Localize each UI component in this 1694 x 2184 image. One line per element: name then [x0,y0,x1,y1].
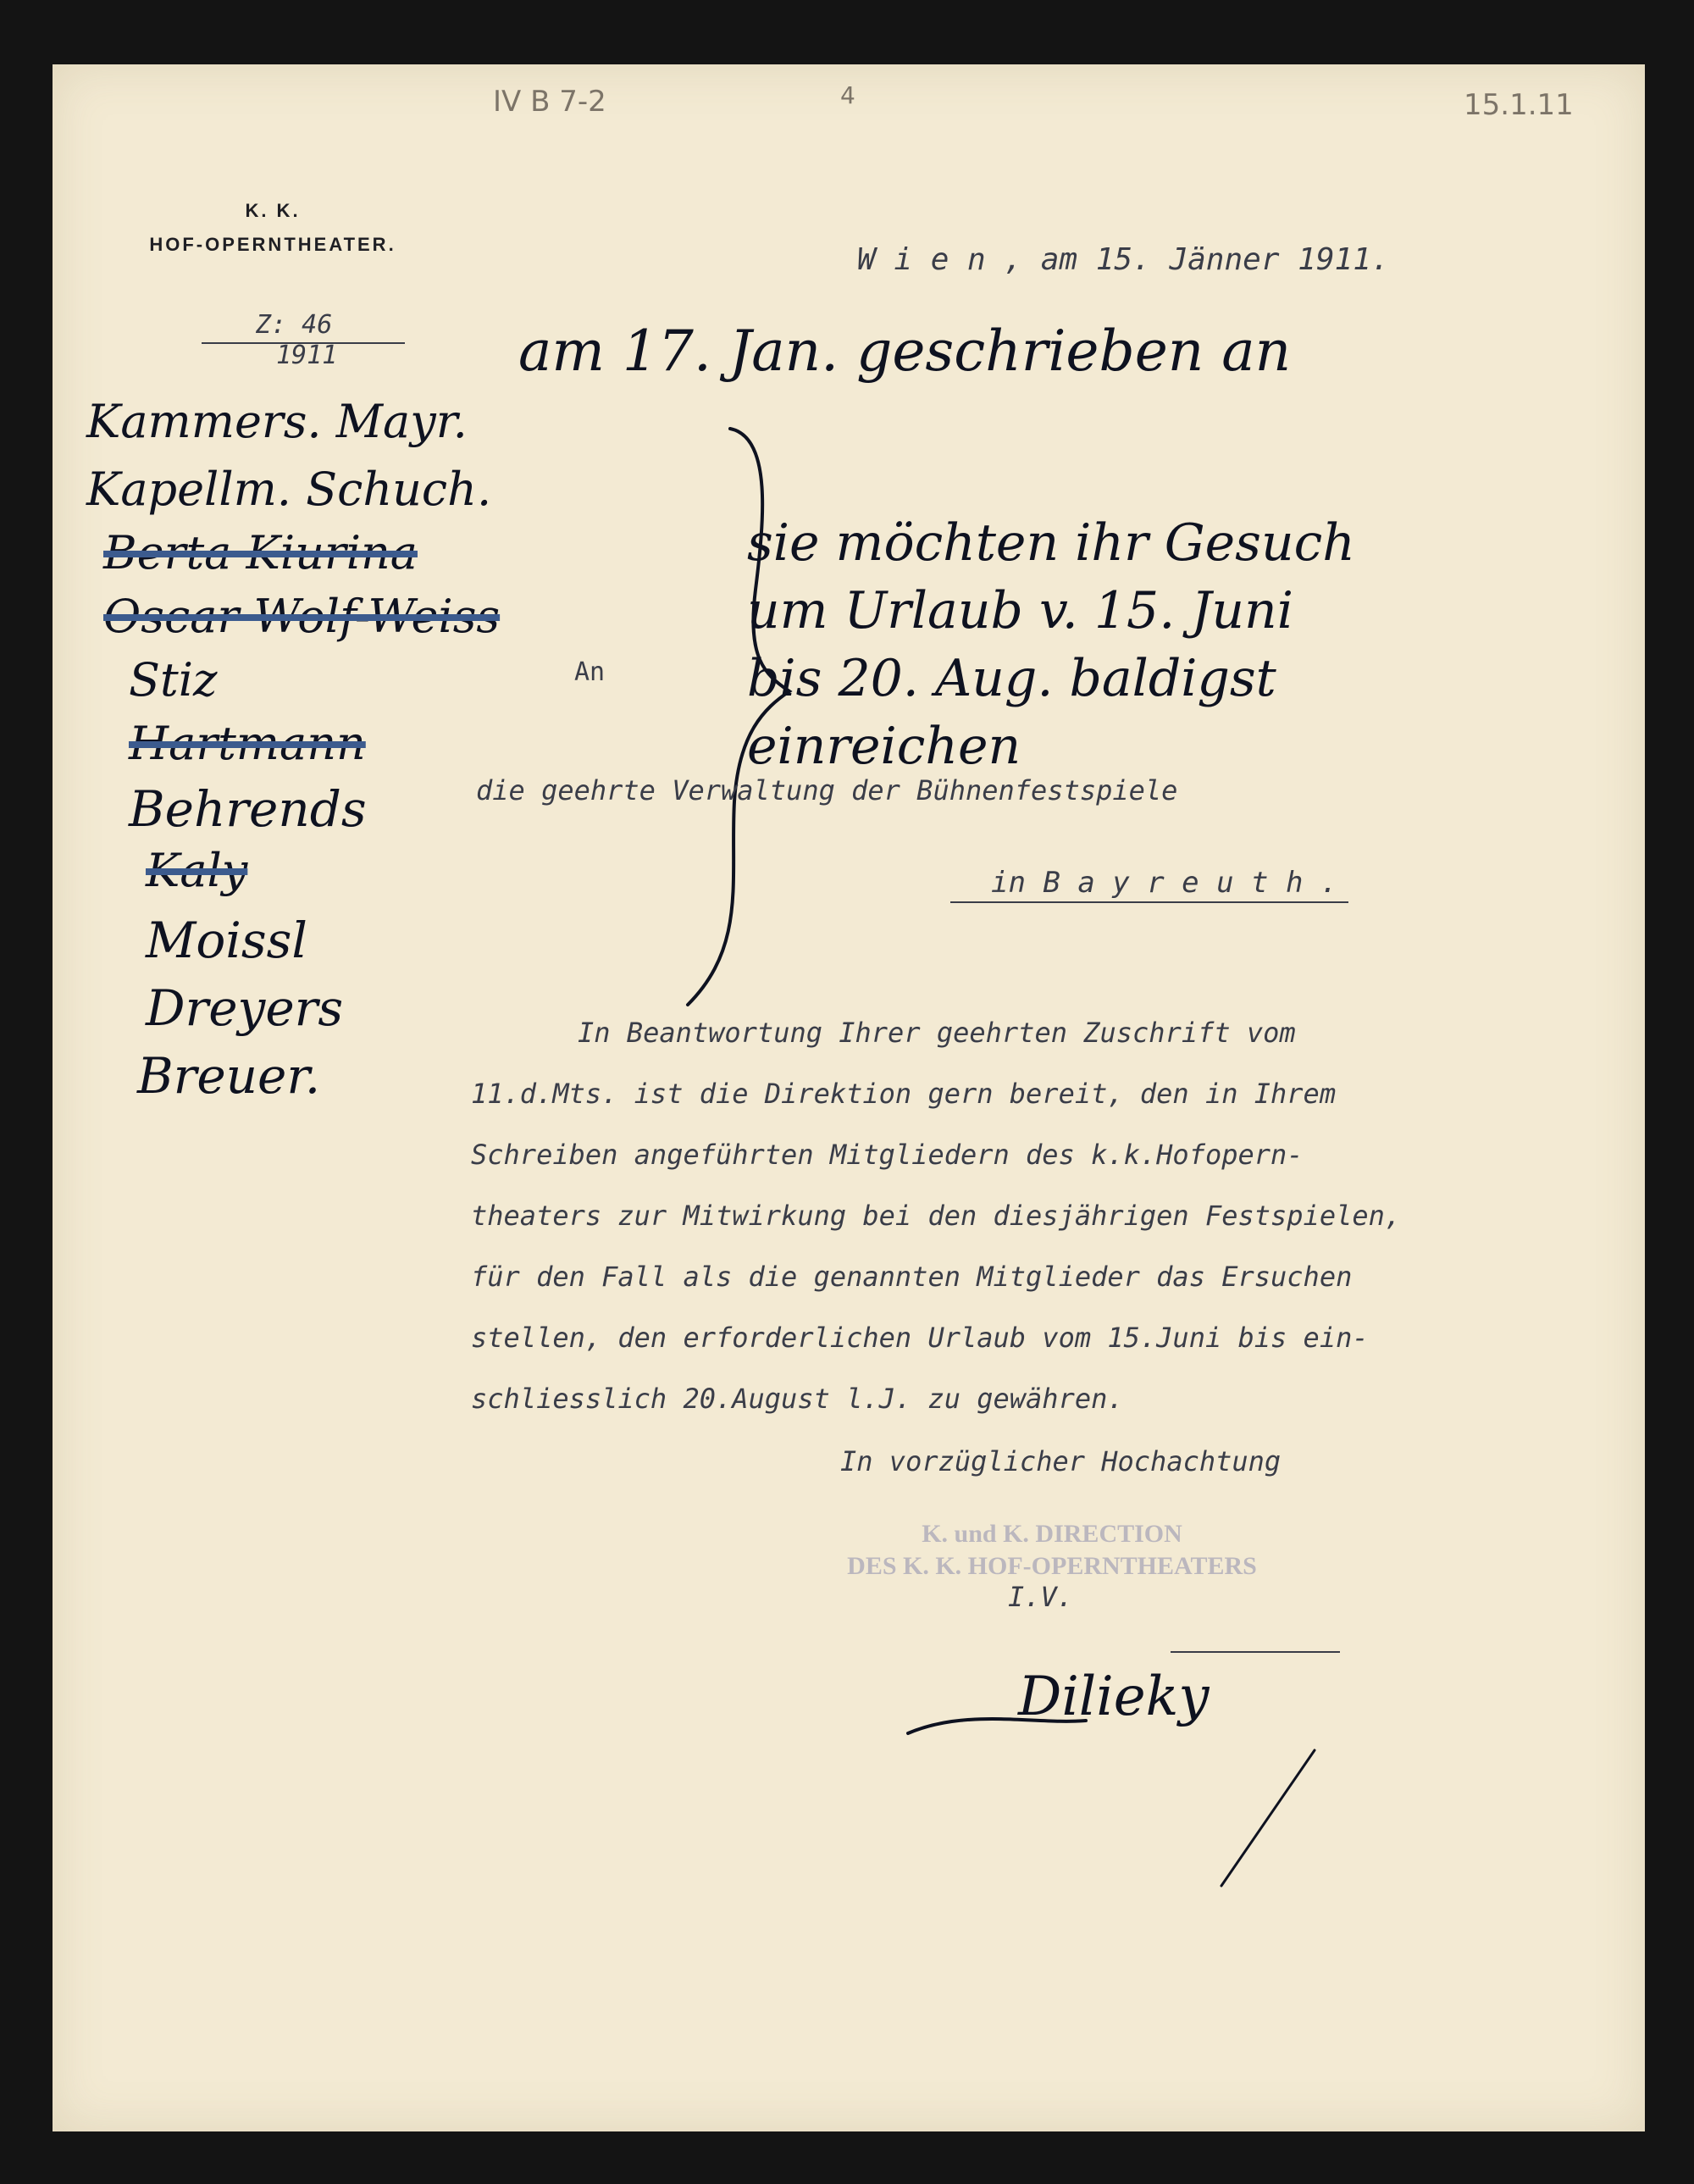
addressee-prefix: An [574,657,606,687]
handwritten-name: Breuer. [137,1047,321,1105]
closing-phrase: In vorzüglicher Hochachtung [840,1445,1282,1477]
handwritten-name-struck: Kaly [146,844,248,897]
handwritten-request-line: bis 20. Aug. baldigst [747,649,1276,708]
addressee-underline [950,901,1348,903]
handwritten-name: Behrends [129,780,367,838]
page-number: 4 [840,81,855,109]
handwritten-name: Moissl [146,912,307,969]
letterhead-kk: K. K. [245,200,301,221]
body-line: theaters zur Mitwirkung bei den diesjährigen Festspielen, [471,1200,1402,1232]
institution-stamp-line2: DES K. K. HOF-OPERNTHEATERS [847,1552,1257,1580]
body-line: 11.d.Mts. ist die Direktion gern bereit, den in Ihrem [471,1078,1337,1110]
reference-number: Z: 46 [256,310,333,340]
letterhead-institution: HOF-OPERNTHEATER. [149,234,396,255]
body-line: In Beantwortung Ihrer geehrten Zuschrift vom [578,1017,1296,1049]
letter-page [53,64,1645,2131]
handwritten-request-line: sie möchten ihr Gesuch [747,513,1355,573]
addressee-place: in B a y r e u t h . [991,866,1338,900]
reference-year: 1911 [276,341,338,370]
body-line: für den Fall als die genannten Mitglieder das Ersuchen [471,1261,1353,1293]
handwritten-name: Kapellm. Schuch. [86,463,492,516]
place-date: W i e n , am 15. Jänner 1911. [857,242,1390,277]
body-line: stellen, den erforderlichen Urlaub vom 15.Juni bis ein- [471,1322,1369,1354]
handwritten-request-line: einreichen [747,717,1021,776]
signature-top-line [1171,1651,1340,1653]
body-line: Schreiben angeführten Mitgliedern des k.k.Hofopern- [471,1139,1304,1171]
handwritten-name-struck: Hartmann [129,717,366,770]
body-line: schliesslich 20.August l.J. zu gewähren. [471,1383,1124,1415]
handwritten-name-struck: Oscar Wolf-Weiss [103,590,501,643]
handwritten-name: Dreyers [146,979,344,1037]
pencil-date-note: 15.1.11 [1464,88,1574,122]
handwritten-request-line: um Urlaub v. 15. Juni [747,581,1293,640]
archive-reference: IV B 7-2 [493,85,606,119]
handwritten-sent-note: am 17. Jan. geschrieben an [518,319,1292,384]
handwritten-name-struck: Berta Kiurina [103,526,418,579]
signature-flourish-icon [900,1674,1374,1894]
handwritten-name: Kammers. Mayr. [86,395,468,448]
addressee-name: die geehrte Verwaltung der Bühnenfestspiele [476,774,1178,807]
institution-stamp-line1: K. und K. DIRECTION [922,1520,1182,1548]
signature: Dilieky [1018,1666,1210,1728]
iv-abbreviation: I.V. [1008,1581,1074,1613]
handwritten-name: Stiz [129,653,218,707]
